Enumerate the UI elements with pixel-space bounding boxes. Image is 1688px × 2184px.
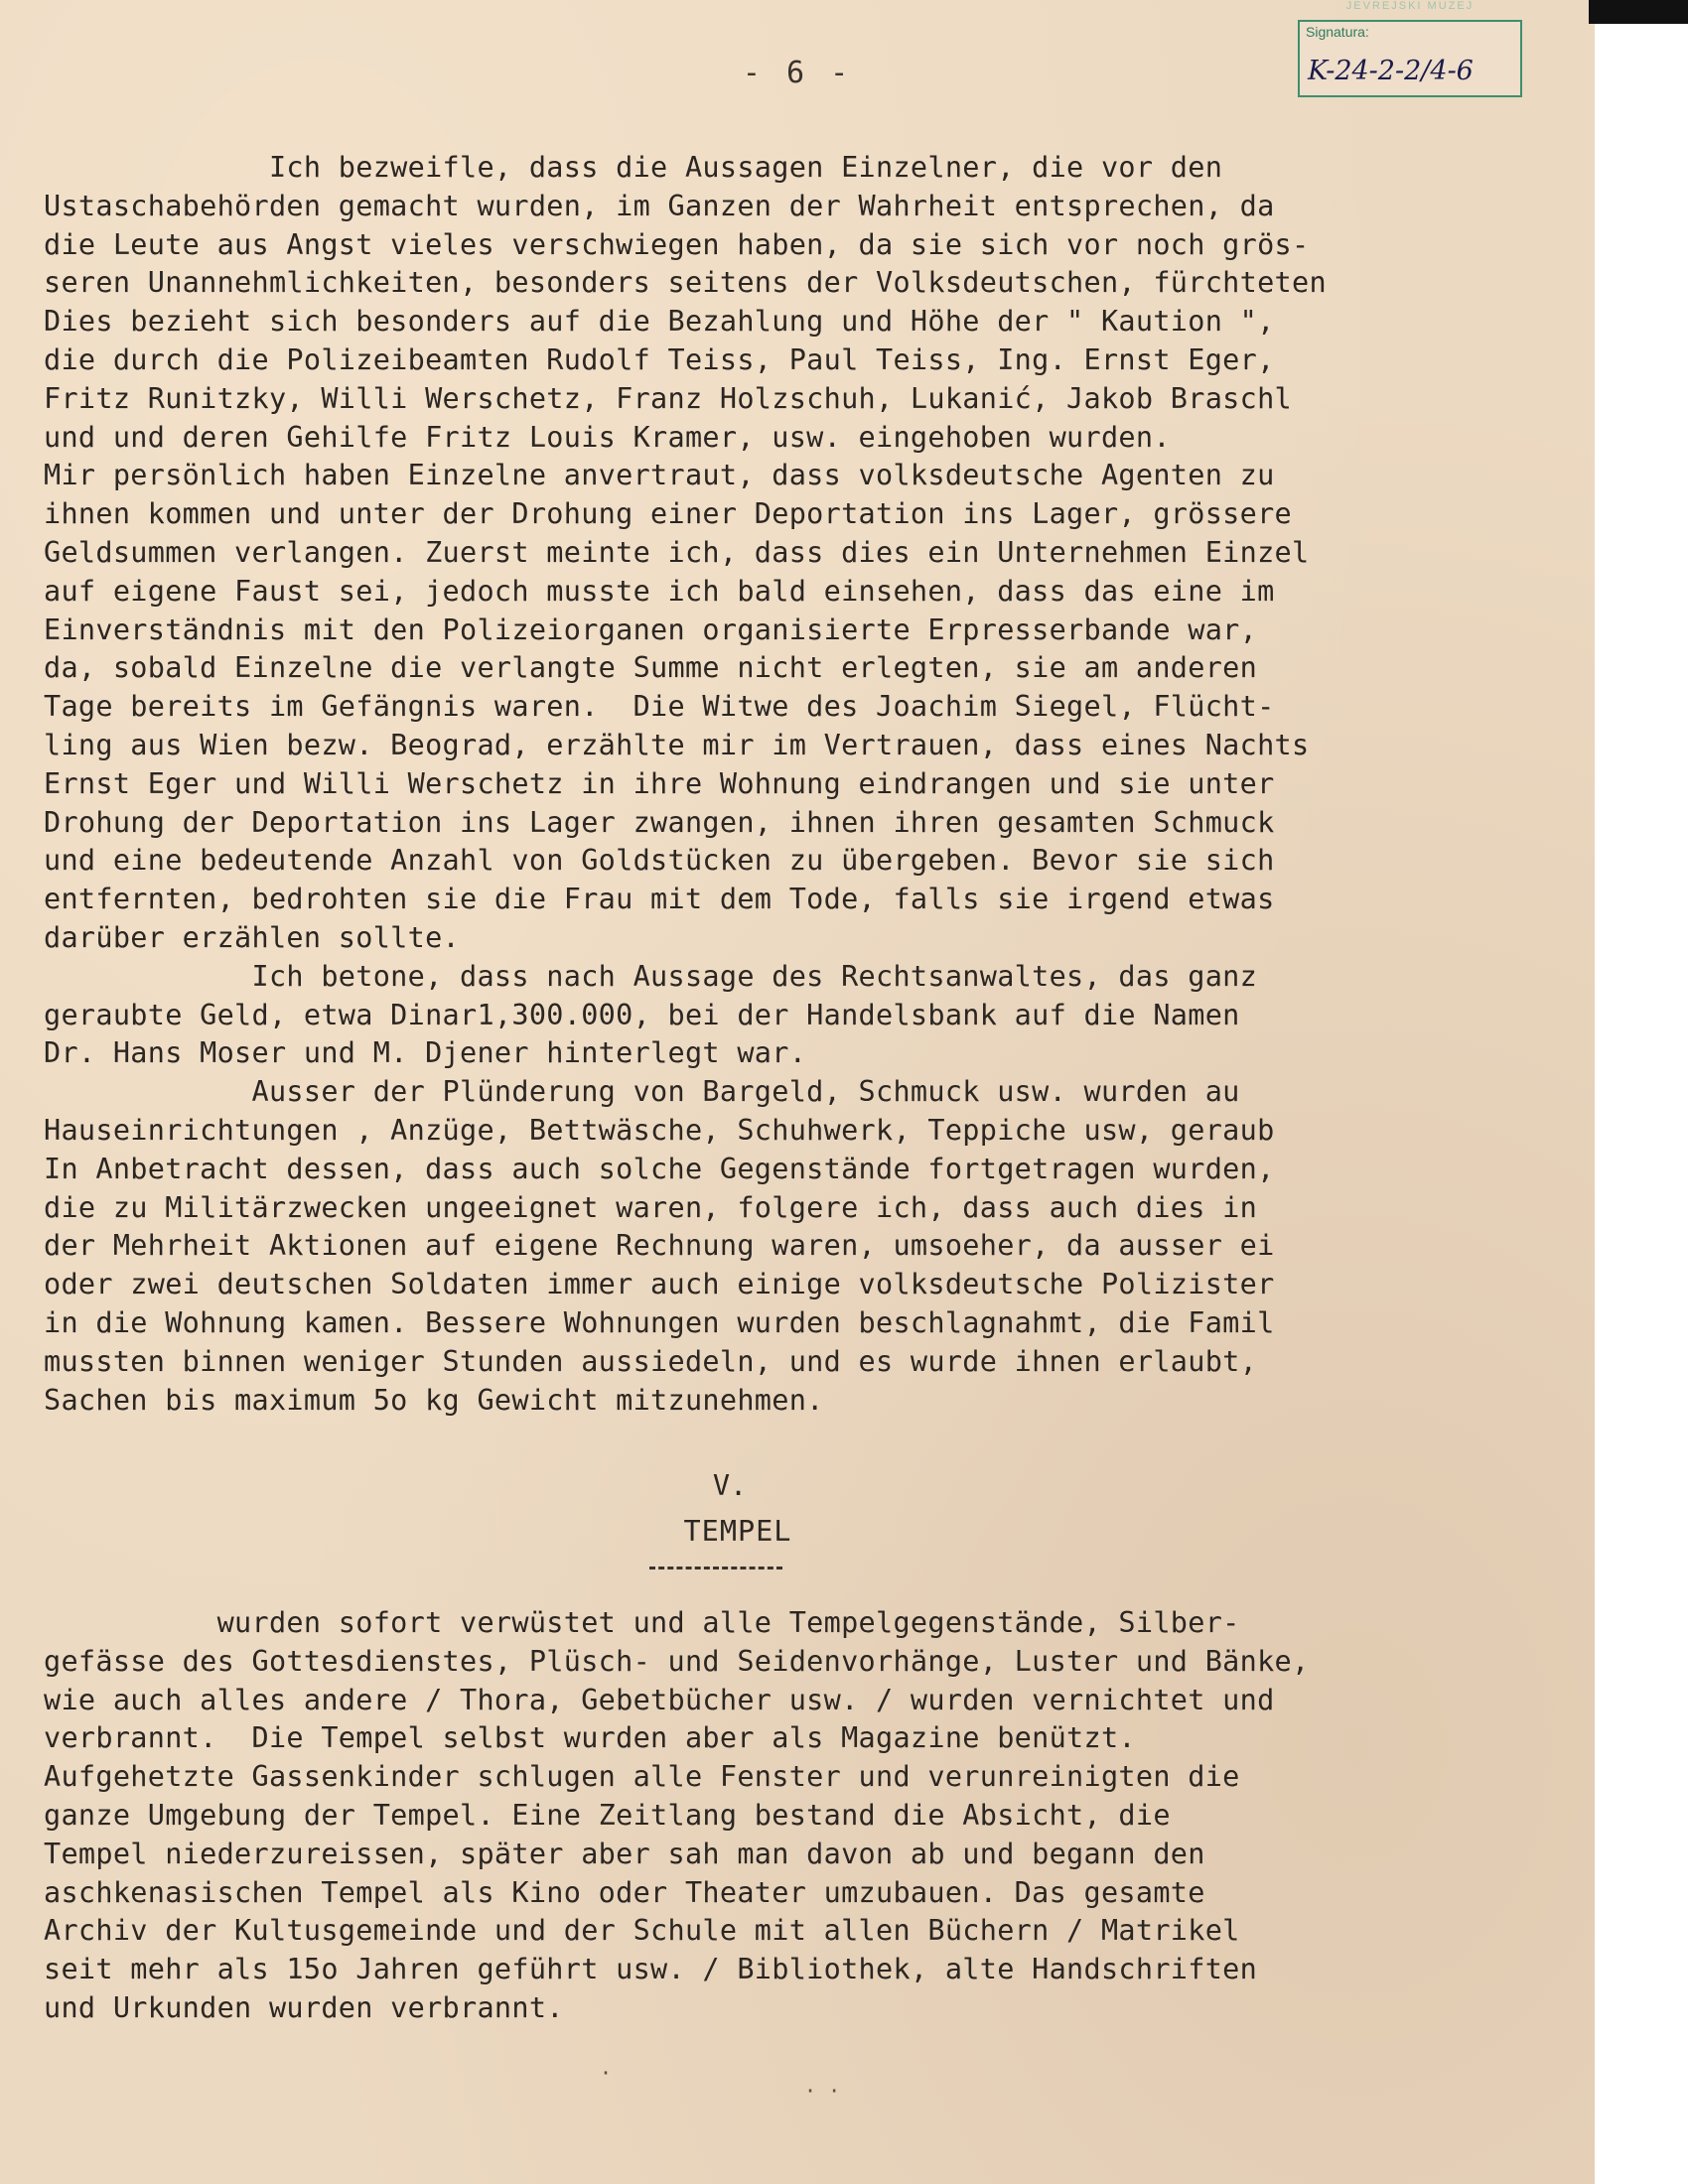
- scan-corner-mark: [1589, 0, 1688, 24]
- body-text-line: Dr. Hans Moser und M. Djener hinterlegt war.: [44, 1036, 807, 1070]
- body-text-line: entfernten, bedrohten sie die Frau mit dem Tode, falls sie irgend etwas: [44, 883, 1275, 916]
- stray-ink-mark: ·: [600, 2061, 613, 2085]
- section-text-line: aschkenasischen Tempel als Kino oder Theater umzubauen. Das gesamte: [44, 1875, 1205, 1909]
- body-text-line: Sachen bis maximum 5o kg Gewicht mitzunehmen.: [44, 1383, 824, 1417]
- section-text-line: und Urkunden wurden verbrannt.: [44, 1990, 564, 2024]
- section-numeral: V.: [712, 1469, 748, 1502]
- stamp-signature-value: K-24-2-2/4-6: [1308, 56, 1474, 86]
- page-number: - 6 -: [742, 56, 853, 90]
- body-text-line: Drohung der Deportation ins Lager zwangen, ihnen ihren gesamten Schmuck: [44, 805, 1275, 839]
- body-text-line: Dies bezieht sich besonders auf die Bezahlung und Höhe der " Kaution ",: [44, 305, 1275, 339]
- section-text-line: Aufgehetzte Gassenkinder schlugen alle Fenster und verunreinigten die: [44, 1760, 1240, 1794]
- body-text-line: da, sobald Einzelne die verlangte Summe nicht erlegten, sie am anderen: [44, 651, 1258, 685]
- section-text-line: ganze Umgebung der Tempel. Eine Zeitlang bestand die Absicht, die: [44, 1798, 1171, 1832]
- stamp-organization: JEVREJSKI MUZEJ: [1345, 0, 1475, 12]
- body-text-line: auf eigene Faust sei, jedoch musste ich bald einsehen, dass das eine im: [44, 574, 1275, 608]
- body-text-line: darüber erzählen sollte.: [44, 920, 461, 954]
- scan-margin: [1595, 0, 1688, 2184]
- archive-stamp: [1298, 0, 1522, 95]
- body-text-line: Einverständnis mit den Polizeiorganen organisierte Erpresserbande war,: [44, 613, 1258, 646]
- body-text-line: und eine bedeutende Anzahl von Goldstücken zu übergeben. Bevor sie sich: [44, 844, 1275, 878]
- body-text-line: die Leute aus Angst vieles verschwiegen haben, da sie sich vor noch grös-: [44, 227, 1310, 261]
- body-text-line: Ich betone, dass nach Aussage des Rechtsanwaltes, das ganz: [44, 959, 1258, 993]
- body-text-line: Geldsummen verlangen. Zuerst meinte ich, dass dies ein Unternehmen Einzel: [44, 535, 1310, 569]
- section-text-line: Archiv der Kultusgemeinde und der Schule mit allen Büchern / Matrikel: [44, 1914, 1240, 1948]
- body-text-line: Mir persönlich haben Einzelne anvertraut, dass volksdeutsche Agenten zu: [44, 459, 1275, 492]
- section-text-line: Tempel niederzureissen, später aber sah man davon ab und begann den: [44, 1837, 1205, 1870]
- section-text-line: wie auch alles andere / Thora, Gebetbücher usw. / wurden vernichtet und: [44, 1683, 1275, 1716]
- body-text-line: mussten binnen weniger Stunden aussiedeln, und es wurde ihnen erlaubt,: [44, 1344, 1258, 1378]
- body-text-line: geraubte Geld, etwa Dinar1,300.000, bei der Handelsbank auf die Namen: [44, 998, 1240, 1031]
- stamp-label: Signatura:: [1306, 24, 1369, 40]
- section-title-underline: [649, 1567, 782, 1570]
- body-text-line: und und deren Gehilfe Fritz Louis Kramer, usw. eingehoben wurden.: [44, 420, 1171, 454]
- body-text-line: Hauseinrichtungen , Anzüge, Bettwäsche, Schuhwerk, Teppiche usw, geraub: [44, 1113, 1275, 1147]
- body-text-line: die durch die Polizeibeamten Rudolf Teiss, Paul Teiss, Ing. Ernst Eger,: [44, 342, 1275, 376]
- body-text-line: die zu Militärzwecken ungeeignet waren, folgere ich, dass auch dies in: [44, 1190, 1258, 1224]
- body-text-line: in die Wohnung kamen. Bessere Wohnungen wurden beschlagnahmt, die Famil: [44, 1305, 1275, 1339]
- section-text: [44, 1604, 1533, 2028]
- body-text-line: Ausser der Plünderung von Bargeld, Schmuck usw. wurden au: [44, 1075, 1240, 1109]
- body-text: [44, 149, 1533, 1420]
- body-text-line: Ernst Eger und Willi Werschetz in ihre Wohnung eindrangen und sie unter: [44, 766, 1275, 800]
- stamp-box: [1298, 20, 1522, 97]
- body-text-line: seren Unannehmlichkeiten, besonders seitens der Volksdeutschen, fürchteten: [44, 266, 1327, 300]
- body-text-line: Ich bezweifle, dass die Aussagen Einzelner, die vor den: [44, 151, 1223, 184]
- section-text-line: seit mehr als 15o Jahren geführt usw. / Bibliothek, alte Handschriften: [44, 1953, 1258, 1986]
- body-text-line: ihnen kommen und unter der Drohung einer Deportation ins Lager, grössere: [44, 497, 1293, 531]
- body-text-line: Fritz Runitzky, Willi Werschetz, Franz Holzschuh, Lukanić, Jakob Braschl: [44, 381, 1293, 415]
- body-text-line: Tage bereits im Gefängnis waren. Die Witwe des Joachim Siegel, Flücht-: [44, 690, 1275, 724]
- section-text-line: wurden sofort verwüstet und alle Tempelgegenstände, Silber-: [44, 1606, 1240, 1639]
- section-text-line: verbrannt. Die Tempel selbst wurden aber als Magazine benützt.: [44, 1721, 1136, 1755]
- body-text-line: Ustaschabehörden gemacht wurden, im Ganzen der Wahrheit entsprechen, da: [44, 189, 1275, 222]
- section-title: TEMPEL: [683, 1515, 792, 1548]
- body-text-line: ling aus Wien bezw. Beograd, erzählte mir im Vertrauen, dass eines Nachts: [44, 728, 1310, 761]
- section-text-line: gefässe des Gottesdienstes, Plüsch- und Seidenvorhänge, Luster und Bänke,: [44, 1644, 1310, 1678]
- stray-ink-mark: · ·: [804, 2079, 841, 2103]
- body-text-line: oder zwei deutschen Soldaten immer auch einige volksdeutsche Polizister: [44, 1268, 1275, 1301]
- body-text-line: der Mehrheit Aktionen auf eigene Rechnung waren, umsoeher, da ausser ei: [44, 1229, 1275, 1263]
- body-text-line: In Anbetracht dessen, dass auch solche Gegenstände fortgetragen wurden,: [44, 1152, 1275, 1185]
